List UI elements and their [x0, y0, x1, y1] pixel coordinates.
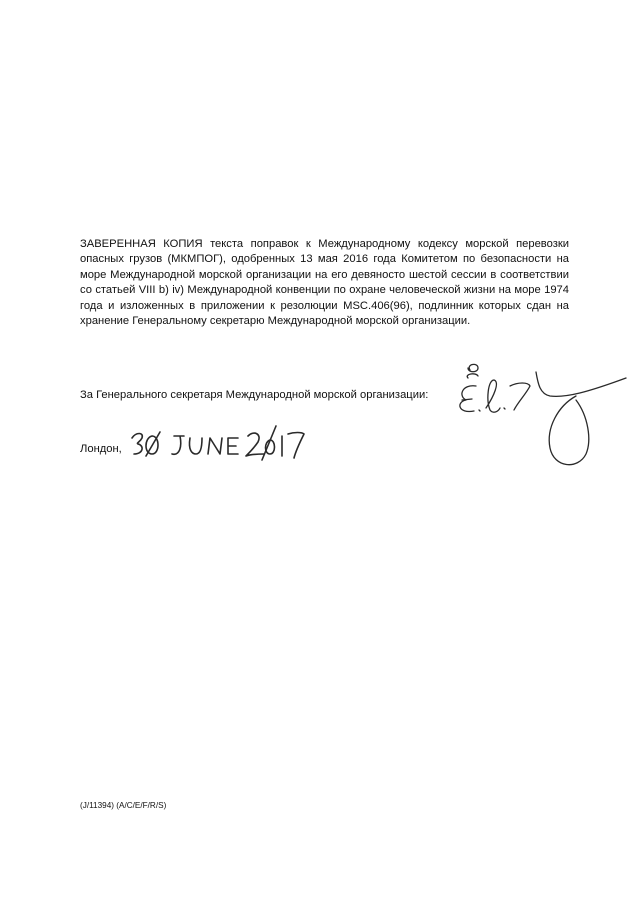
certified-copy-body: текста поправок к Международному кодексу морской перевозки опасных грузов (МКМПОГ), одобренных 13 мая 2016 года Комитетом по безопасности на море Международной морской организации на его девяносто шестой сессии в соответствии со статьей VIII b) iv) Международной конвенции по охране человеческой жизни на море 1974 года и изложенных в приложении к резолюции MSC.406(96), подлинник которых сдан на хранение Генеральному секретарю Международной морской организации.	[80, 238, 569, 328]
place-label: Лондон,	[80, 443, 122, 455]
handwritten-date	[130, 424, 310, 464]
certified-copy-paragraph	[80, 237, 569, 329]
document-reference: (J/11394) (A/C/E/F/R/S)	[80, 801, 167, 810]
certified-copy-lead: ЗАВЕРЕННАЯ КОПИЯ	[80, 238, 203, 250]
signatory-label: За Генерального секретаря Международной морской организации:	[80, 389, 429, 401]
handwritten-signature	[448, 356, 633, 474]
